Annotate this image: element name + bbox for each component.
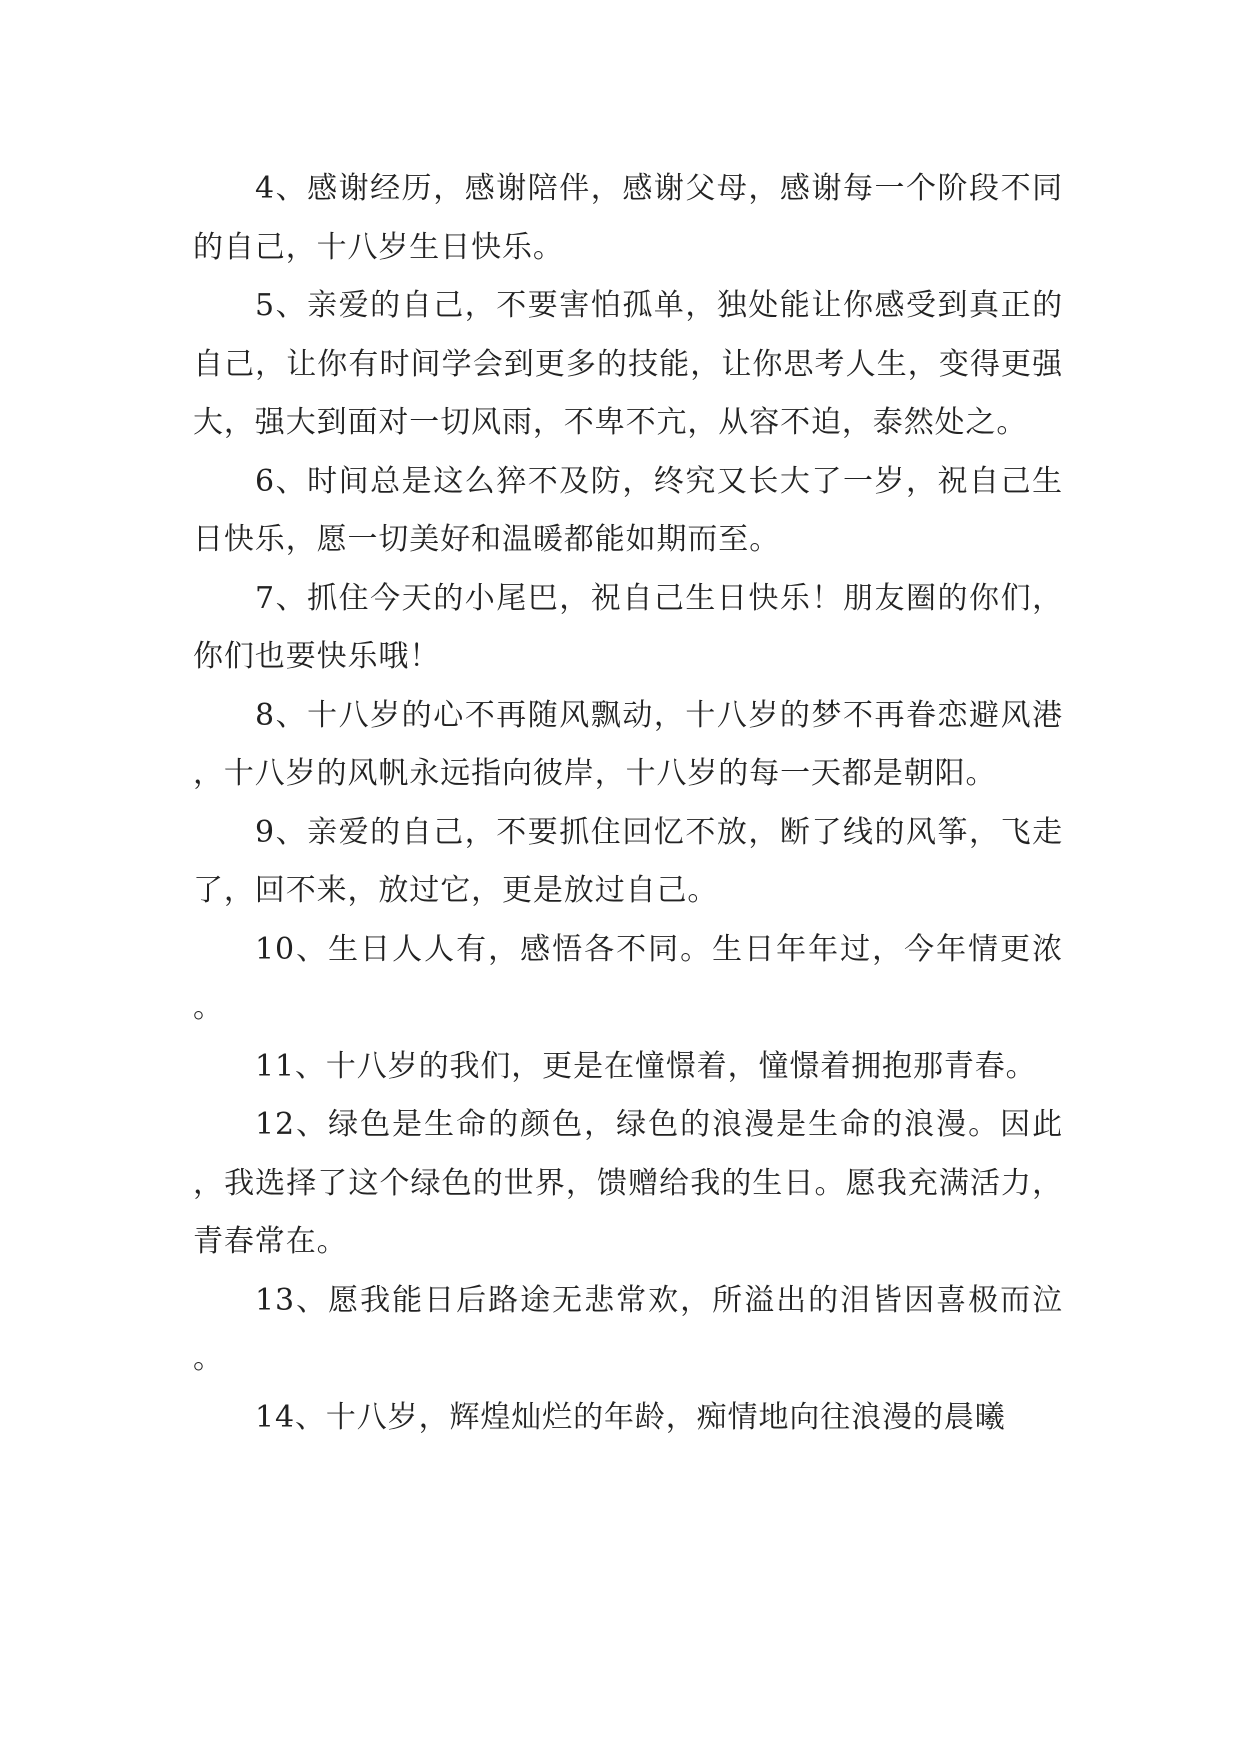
paragraph-13: 13、愿我能日后路途无悲常欢，所溢出的泪皆因喜极而泣。 [193, 1282, 1063, 1376]
paragraph-11: 11、十八岁的我们，更是在憧憬着，憧憬着拥抱那青春。 [255, 1048, 1037, 1084]
paragraph-14: 14、十八岁，辉煌灿烂的年龄，痴情地向往浪漫的晨曦 [255, 1399, 1006, 1435]
document-body [193, 160, 1063, 1447]
paragraph-9: 9、亲爱的自己，不要抓住回忆不放，断了线的风筝，飞走了，回不来，放过它，更是放过自己。 [193, 814, 1063, 908]
paragraph-10: 10、生日人人有，感悟各不同。生日年年过，今年情更浓。 [193, 931, 1063, 1025]
paragraph-4: 4、感谢经历，感谢陪伴，感谢父母，感谢每一个阶段不同的自己，十八岁生日快乐。 [193, 171, 1063, 265]
paragraph-5: 5、亲爱的自己，不要害怕孤单，独处能让你感受到真正的自己，让你有时间学会到更多的技能，让你思考人生，变得更强大，强大到面对一切风雨，不卑不亢，从容不迫，泰然处之。 [193, 288, 1063, 440]
paragraph-7: 7、抓住今天的小尾巴，祝自己生日快乐！朋友圈的你们，你们也要快乐哦！ [193, 580, 1063, 674]
paragraph-8: 8、十八岁的心不再随风飘动，十八岁的梦不再眷恋避风港，十八岁的风帆永远指向彼岸，十八岁的每一天都是朝阳。 [193, 697, 1063, 791]
paragraph-12: 12、绿色是生命的颜色，绿色的浪漫是生命的浪漫。因此，我选择了这个绿色的世界，馈赠给我的生日。愿我充满活力，青春常在。 [193, 1107, 1063, 1259]
paragraph-6: 6、时间总是这么猝不及防，终究又长大了一岁，祝自己生日快乐，愿一切美好和温暖都能如期而至。 [193, 463, 1063, 557]
